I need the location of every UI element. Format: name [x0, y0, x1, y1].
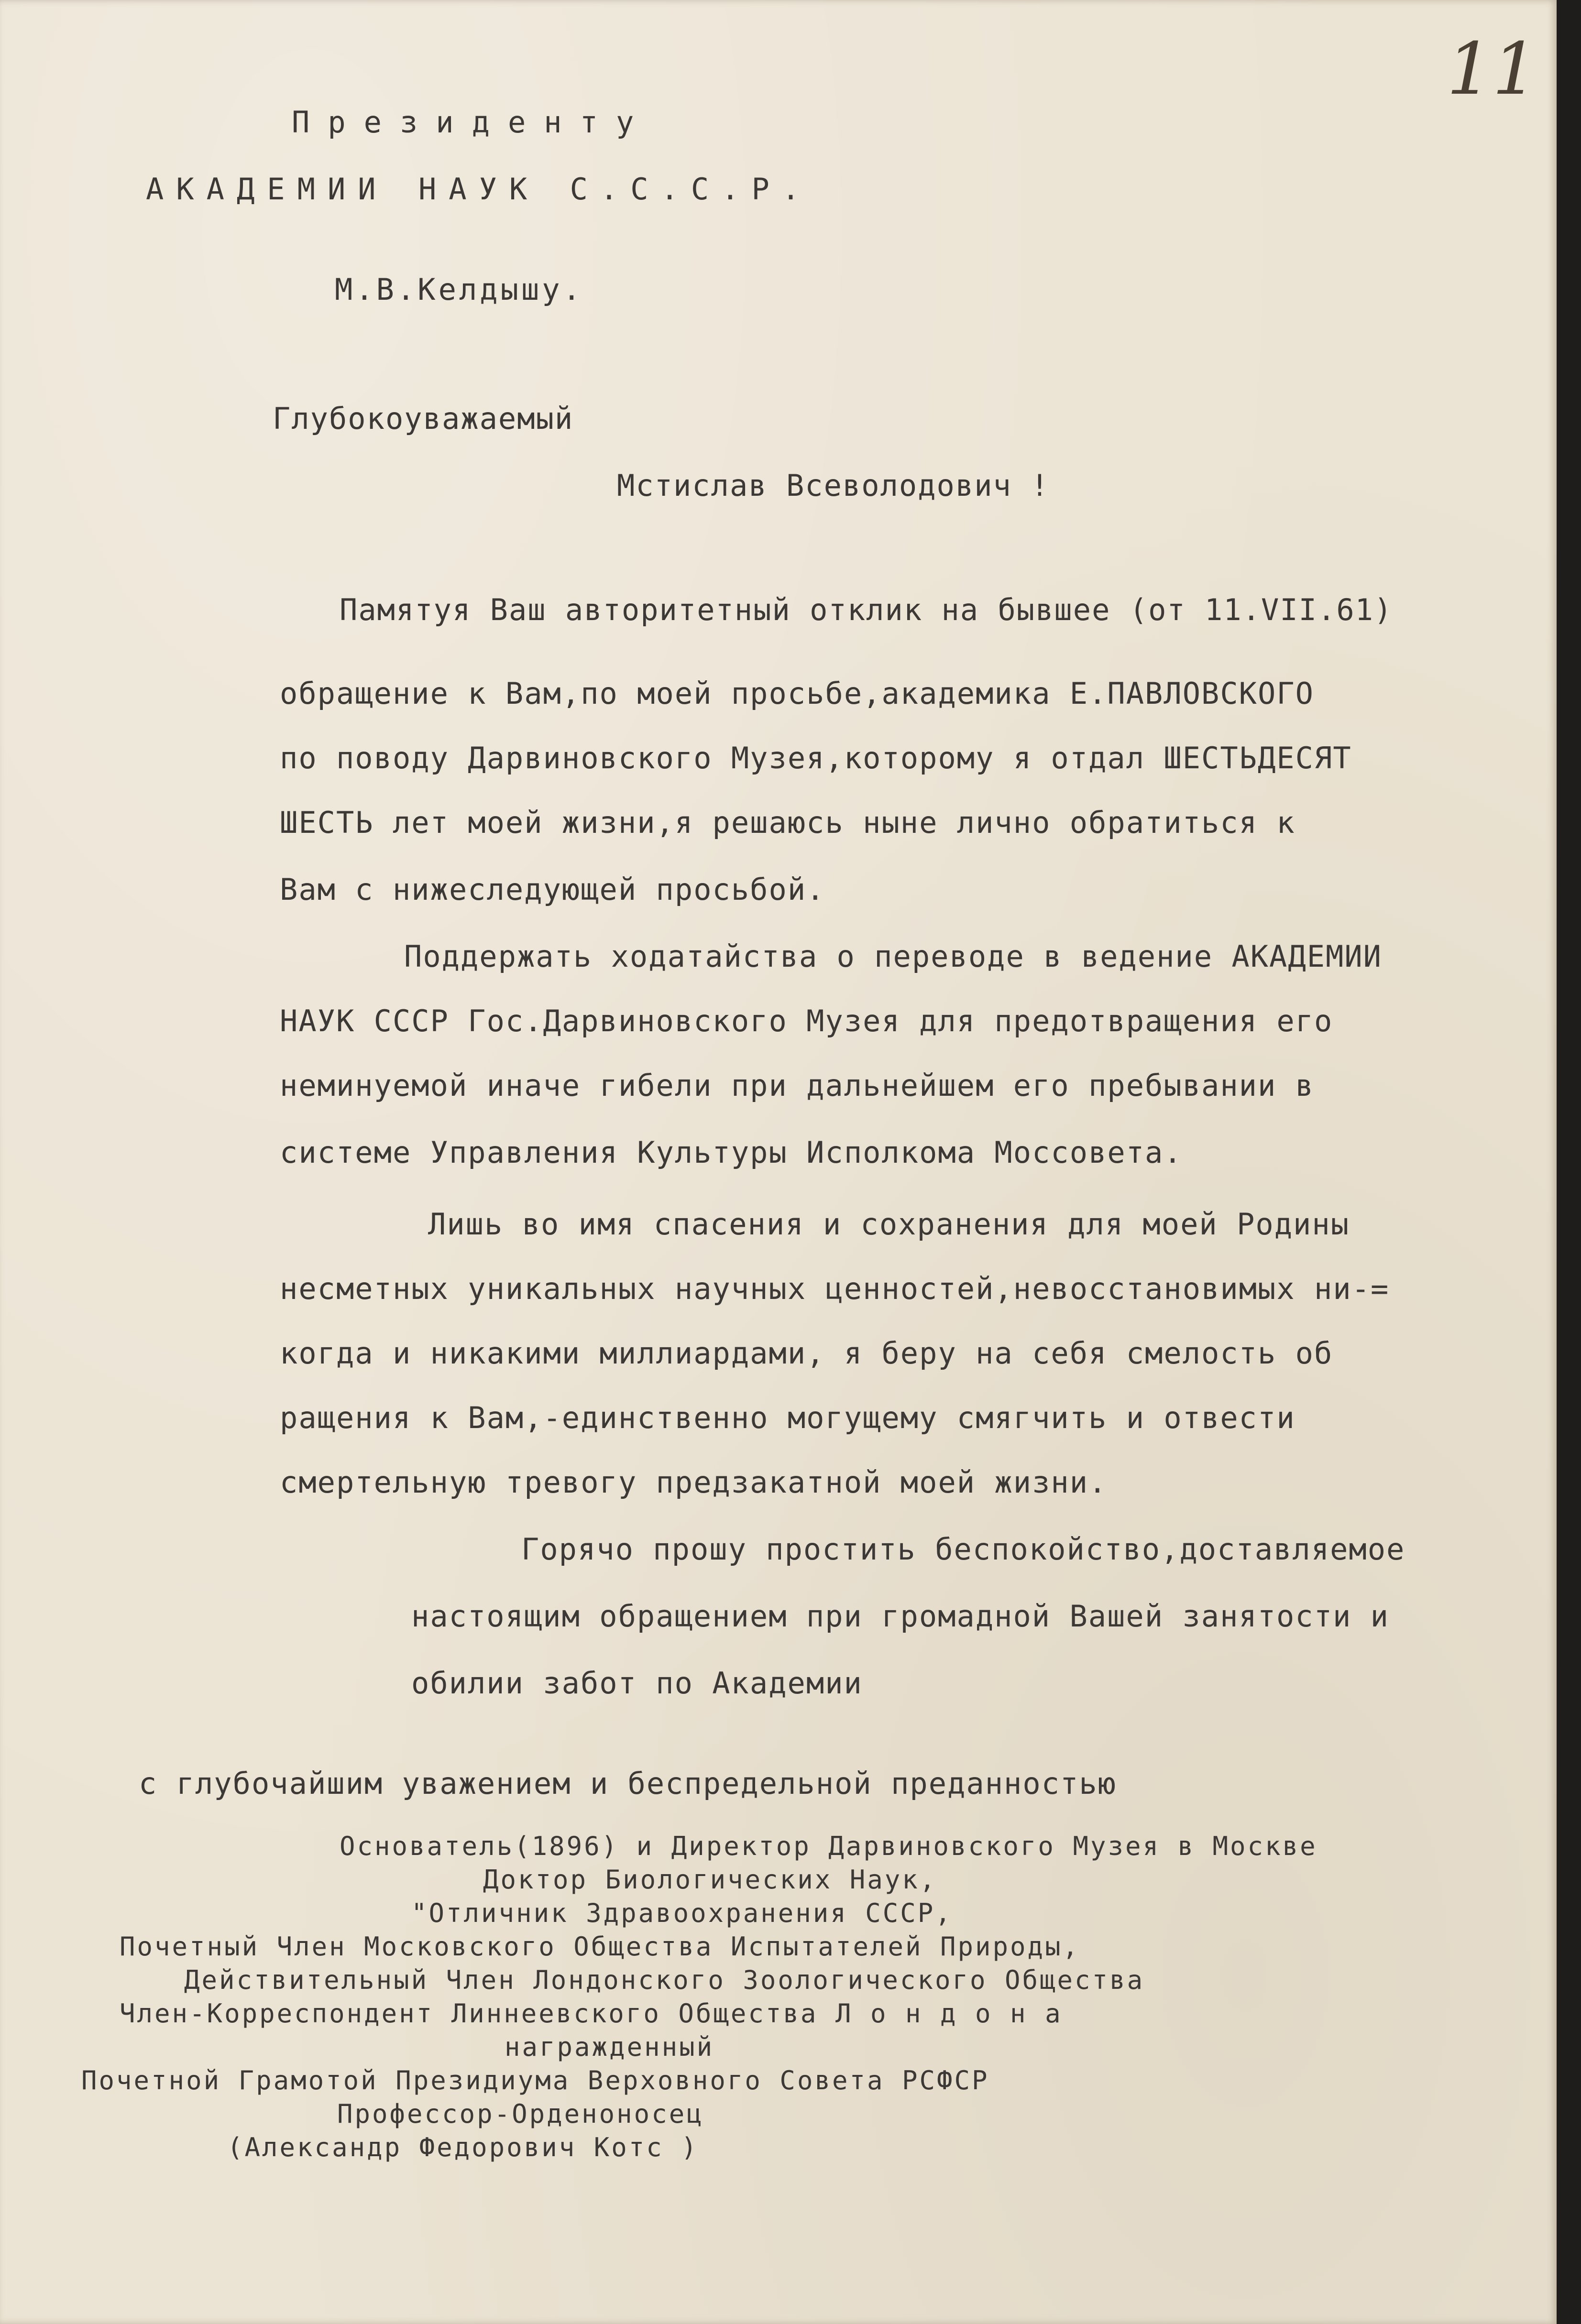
body-line: обращение к Вам,по моей просьбе,академика Е.ПАВЛОВСКОГО: [280, 676, 1314, 711]
signature-line: награжденный: [505, 2032, 714, 2062]
address-line-president: Президенту: [292, 105, 652, 140]
body-line: по поводу Дарвиновского Музея,которому я отдал ШЕСТЬДЕСЯТ: [280, 741, 1352, 775]
body-line: Поддержать ходатайства о переводе в ведение АКАДЕМИИ: [404, 939, 1383, 974]
signature-line: Доктор Биологических Наук,: [483, 1865, 937, 1895]
scan-edge: [1557, 0, 1581, 2324]
salutation-line-1: Глубокоуважаемый: [273, 401, 574, 436]
signature-line: Действительный Член Лондонского Зоологического Общества: [184, 1965, 1145, 1995]
body-line: когда и никакими миллиардами, я беру на себя смелость об: [280, 1336, 1333, 1371]
body-line: настоящим обращением при громадной Вашей занятости и: [411, 1599, 1390, 1634]
body-line: несметных уникальных научных ценностей,невосстановимых ни-=: [280, 1271, 1390, 1306]
body-line: Горячо прошу простить беспокойство,доставляемое: [521, 1532, 1405, 1567]
body-line: системе Управления Культуры Исполкома Моссовета.: [280, 1135, 1183, 1170]
address-line-recipient: М.В.Келдышу.: [335, 272, 583, 307]
signature-line: Почетной Грамотой Президиума Верховного Совета РСФСР: [81, 2065, 989, 2095]
signature-line: Профессор-Орденоносец: [337, 2099, 704, 2129]
signature-line: Почетный Член Московского Общества Испытателей Природы,: [120, 1931, 1080, 1962]
folio-number: 11: [1447, 28, 1538, 111]
body-line: ШЕСТЬ лет моей жизни,я решаюсь ныне лично обратиться к: [280, 805, 1296, 840]
body-line: НАУК СССР Гос.Дарвиновского Музея для предотвращения его: [280, 1004, 1333, 1038]
body-line: Памятуя Ваш авторитетный отклик на бывшее (от 11.VII.61): [340, 592, 1393, 627]
salutation-line-2: Мстислав Всеволодович !: [617, 468, 1050, 503]
body-line: Лишь во имя спасения и сохранения для моей Родины: [428, 1207, 1350, 1242]
body-line: смертельную тревогу предзакатной моей жизни.: [280, 1465, 1108, 1500]
body-line: Вам с нижеследующей просьбой.: [280, 872, 825, 907]
signature-line: Основатель(1896) и Директор Дарвиновского Музея в Москве: [340, 1831, 1318, 1861]
body-line: неминуемой иначе гибели при дальнейшем его пребывании в: [280, 1068, 1314, 1103]
body-line: ращения к Вам,-единственно могущему смягчить и отвести: [280, 1400, 1296, 1435]
body-line: обилии забот по Академии: [411, 1666, 863, 1701]
address-line-academy: АКАДЕМИИ НАУК С.С.С.Р.: [146, 172, 812, 207]
signature-line: Член-Корреспондент Линнеевского Общества Л о н д о н а: [120, 1998, 1063, 2029]
closing-line: с глубочайшим уважением и беспредельной преданностью: [139, 1766, 1117, 1801]
signature-line: "Отличник Здравоохранения СССР,: [411, 1898, 953, 1928]
signature-line: (Александр Федорович Котс ): [227, 2132, 699, 2162]
